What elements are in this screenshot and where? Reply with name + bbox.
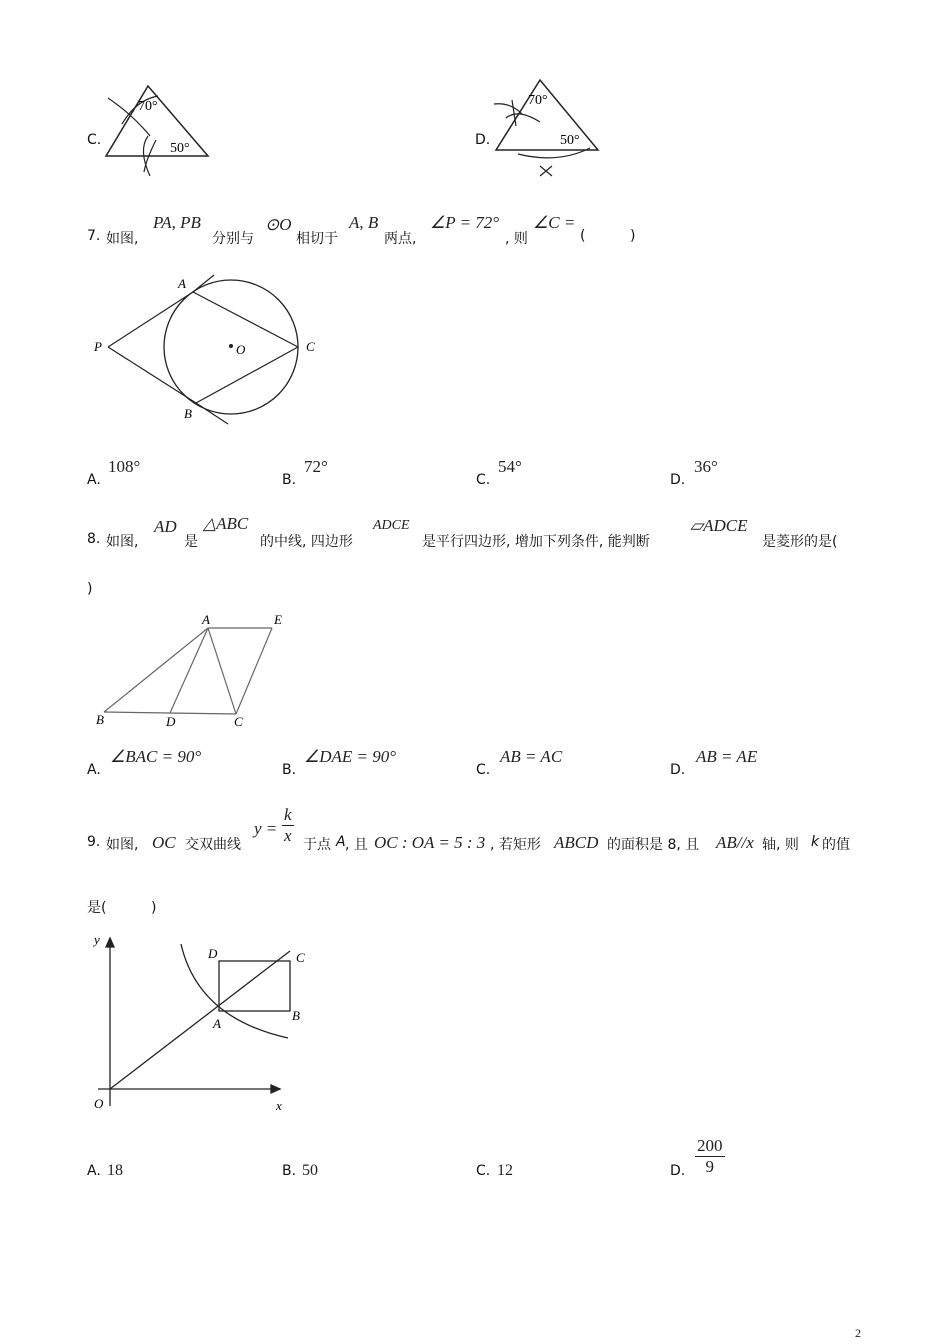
q7-math-circle-o: ⊙O bbox=[265, 215, 292, 234]
q7-label-a: A bbox=[178, 276, 186, 291]
q8-label-c: C bbox=[234, 714, 243, 729]
q9-math-ratio: OC : OA = 5 : 3 bbox=[374, 833, 486, 852]
q9-math-oc: OC bbox=[152, 833, 176, 852]
q8-number: 8. bbox=[87, 531, 101, 547]
q9-number: 9. bbox=[87, 834, 101, 850]
q9-label-a: A bbox=[213, 1016, 221, 1031]
q8-text-3: 的中线, 四边形 bbox=[260, 534, 353, 550]
q7-option-b-label: B. bbox=[282, 472, 297, 488]
q7-label-c: C bbox=[306, 339, 315, 354]
q9-text-2: 交双曲线 bbox=[185, 837, 241, 853]
q8-math-triangle-abc: △ABC bbox=[203, 514, 249, 533]
q6-option-d-figure bbox=[488, 74, 608, 184]
q8-option-a-label: A. bbox=[87, 762, 101, 778]
q9-option-d-label: D. bbox=[670, 1163, 686, 1179]
q9-text-4: , 若矩形 bbox=[490, 837, 541, 853]
q9-option-c-label: C. bbox=[476, 1163, 491, 1179]
q7-option-c-value: 54° bbox=[498, 457, 522, 476]
q7-text-4: 两点, bbox=[384, 231, 417, 247]
q9-text-3: 于点 bbox=[303, 837, 331, 853]
q7-text-1: 如图, bbox=[106, 231, 139, 247]
q9-text-1: 如图, bbox=[106, 837, 139, 853]
q6d-angle-right: 50° bbox=[560, 133, 580, 148]
q9-text-6c: 的值 bbox=[822, 837, 850, 853]
q8-option-c-value: AB = AC bbox=[500, 747, 563, 766]
q7-math-angle-p: ∠P = 72° bbox=[430, 213, 500, 232]
q7-math-angle-c: ∠C = bbox=[533, 213, 576, 232]
q9-text-5: 的面积是 8, 且 bbox=[607, 837, 700, 853]
q8-label-b: B bbox=[96, 712, 104, 727]
q8-label-d: D bbox=[166, 714, 176, 729]
q8-text-5: 是菱形的是( bbox=[762, 534, 838, 550]
q8-math-adce: ADCE bbox=[373, 518, 410, 533]
q6c-angle-top: 70° bbox=[138, 99, 158, 114]
q7-math-a-b: A, B bbox=[349, 213, 379, 232]
q9-label-x: x bbox=[276, 1098, 282, 1113]
q8-option-c-label: C. bbox=[476, 762, 491, 778]
q7-label-o: O bbox=[236, 342, 246, 357]
q8-text-4: 是平行四边形, 增加下列条件, 能判断 bbox=[422, 534, 650, 550]
q8-text-2: 是 bbox=[184, 534, 198, 550]
q8-option-a-value: ∠BAC = 90° bbox=[110, 747, 202, 766]
q9-label-c: C bbox=[296, 950, 305, 965]
q9-var-k: k bbox=[811, 834, 820, 850]
q8-math-parallelogram-adce: ▱ADCE bbox=[690, 516, 748, 535]
q8-label-e: E bbox=[274, 612, 282, 627]
q6-option-c-figure bbox=[98, 80, 218, 180]
q9-option-a-value: 18 bbox=[107, 1162, 123, 1179]
q7-option-d-label: D. bbox=[670, 472, 686, 488]
q7-figure bbox=[88, 268, 328, 430]
q8-label-a: A bbox=[202, 612, 210, 627]
q9-math-abcd: ABCD bbox=[554, 833, 599, 852]
q9-math-y-equals: y = bbox=[254, 819, 278, 838]
q7-text-2: 分别与 bbox=[212, 231, 254, 247]
q9-label-b: B bbox=[292, 1008, 300, 1023]
q8-option-b-value: ∠DAE = 90° bbox=[304, 747, 397, 766]
q7-label-b: B bbox=[184, 406, 192, 421]
q9-option-d-fraction bbox=[695, 1136, 725, 1177]
q7-number: 7. bbox=[87, 228, 101, 244]
q7-option-b-value: 72° bbox=[304, 457, 328, 476]
page-number: 2 bbox=[855, 1326, 861, 1340]
q7-answer-paren: ( ) bbox=[580, 228, 636, 244]
q9-option-b-label: B. bbox=[282, 1163, 297, 1179]
q8-text-1: 如图, bbox=[106, 534, 139, 550]
q9-math-ab-parallel-x: AB//x bbox=[716, 833, 754, 852]
q9-label-d: D bbox=[208, 946, 218, 961]
q9-text-3c: , 且 bbox=[345, 837, 368, 853]
q9-label-y: y bbox=[94, 932, 100, 947]
q7-text-5: , 则 bbox=[505, 231, 528, 247]
q9-option-a-label: A. bbox=[87, 1163, 101, 1179]
q7-option-d-value: 36° bbox=[694, 457, 718, 476]
q6d-angle-top: 70° bbox=[528, 93, 548, 108]
q9-text-6: 轴, 则 bbox=[762, 837, 799, 853]
q8-math-ad: AD bbox=[154, 517, 177, 536]
q9-option-d-den: 9 bbox=[705, 1157, 714, 1176]
q9-point-a: A bbox=[336, 834, 346, 850]
q9-text-7: 是( ) bbox=[87, 900, 157, 916]
q7-text-3: 相切于 bbox=[296, 231, 338, 247]
q8-answer-paren: ) bbox=[87, 581, 93, 597]
q9-option-c-value: 12 bbox=[497, 1162, 513, 1179]
q9-figure bbox=[88, 928, 318, 1116]
q9-frac-den: x bbox=[284, 826, 292, 845]
q7-option-a-value: 108° bbox=[108, 457, 141, 476]
q6c-angle-right: 50° bbox=[170, 141, 190, 156]
q8-option-b-label: B. bbox=[282, 762, 297, 778]
q9-label-o: O bbox=[94, 1096, 104, 1111]
q8-figure bbox=[92, 608, 292, 733]
q9-option-d-num: 200 bbox=[697, 1136, 723, 1155]
q8-option-d-value: AB = AE bbox=[696, 747, 758, 766]
q6-option-d-label: D. bbox=[475, 132, 491, 148]
q7-option-c-label: C. bbox=[476, 472, 491, 488]
q9-frac-num: k bbox=[284, 805, 292, 824]
q7-label-p: P bbox=[94, 339, 102, 354]
q8-option-d-label: D. bbox=[670, 762, 686, 778]
q6-option-c-label: C. bbox=[87, 132, 102, 148]
q9-option-b-value: 50 bbox=[302, 1162, 318, 1179]
q9-math-k-over-x bbox=[282, 805, 294, 846]
q7-option-a-label: A. bbox=[87, 472, 101, 488]
q7-math-pa-pb: PA, PB bbox=[153, 213, 201, 232]
